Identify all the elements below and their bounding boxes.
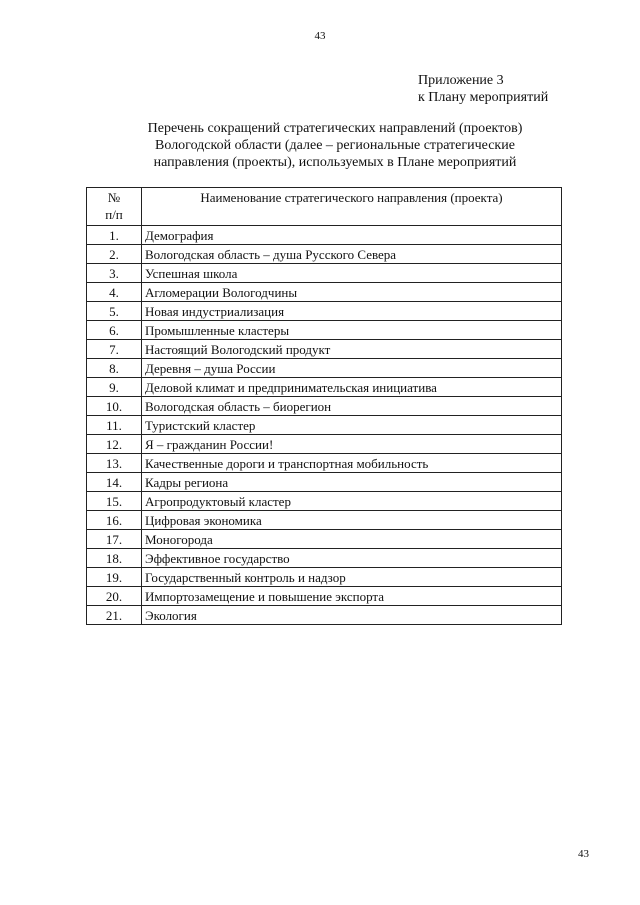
row-number-cell: 17. — [87, 530, 142, 549]
row-name-cell: Моногорода — [142, 530, 562, 549]
row-number-cell: 1. — [87, 226, 142, 245]
row-name-cell: Государственный контроль и надзор — [142, 568, 562, 587]
table-row — [87, 397, 562, 416]
appendix-line-1: Приложение 3 — [418, 73, 504, 88]
row-number-cell: 10. — [87, 397, 142, 416]
row-name-cell: Экология — [142, 606, 562, 625]
row-name-cell: Туристский кластер — [142, 416, 562, 435]
row-name-cell: Демография — [142, 226, 562, 245]
document-title — [100, 120, 570, 171]
row-name-cell: Цифровая экономика — [142, 511, 562, 530]
row-number-cell: 8. — [87, 359, 142, 378]
table-row — [87, 492, 562, 511]
row-name-cell: Успешная школа — [142, 264, 562, 283]
row-number-cell: 9. — [87, 378, 142, 397]
table-row — [87, 340, 562, 359]
table-row — [87, 302, 562, 321]
page-number-bottom: 43 — [578, 848, 589, 860]
title-line-2: Вологодской области (далее – региональные стратегические — [155, 138, 515, 153]
row-name-cell: Деловой климат и предпринимательская инициатива — [142, 378, 562, 397]
row-name-cell: Качественные дороги и транспортная мобильность — [142, 454, 562, 473]
table-row — [87, 226, 562, 245]
row-name-cell: Эффективное государство — [142, 549, 562, 568]
row-number-cell: 12. — [87, 435, 142, 454]
header-name-cell: Наименование стратегического направления (проекта) — [142, 188, 562, 226]
row-name-cell: Агропродуктовый кластер — [142, 492, 562, 511]
row-number-cell: 20. — [87, 587, 142, 606]
row-number-cell: 14. — [87, 473, 142, 492]
table-body — [87, 226, 562, 625]
table-row — [87, 568, 562, 587]
row-number-cell: 13. — [87, 454, 142, 473]
strategic-directions-table — [86, 187, 562, 625]
table-row — [87, 473, 562, 492]
table-row — [87, 321, 562, 340]
table-row — [87, 511, 562, 530]
row-number-cell: 4. — [87, 283, 142, 302]
table-row — [87, 264, 562, 283]
row-number-cell: 7. — [87, 340, 142, 359]
header-number-symbol: № — [107, 190, 121, 205]
row-name-cell: Вологодская область – душа Русского Севера — [142, 245, 562, 264]
row-name-cell: Импортозамещение и повышение экспорта — [142, 587, 562, 606]
row-number-cell: 6. — [87, 321, 142, 340]
row-name-cell: Промышленные кластеры — [142, 321, 562, 340]
row-name-cell: Кадры региона — [142, 473, 562, 492]
appendix-line-2: к Плану мероприятий — [418, 90, 549, 105]
table-row — [87, 606, 562, 625]
table-header-row — [87, 188, 562, 226]
row-number-cell: 18. — [87, 549, 142, 568]
table-row — [87, 454, 562, 473]
row-number-cell: 5. — [87, 302, 142, 321]
row-name-cell: Агломерации Вологодчины — [142, 283, 562, 302]
header-number-abbr: п/п — [105, 207, 123, 222]
table-row — [87, 530, 562, 549]
table-row — [87, 245, 562, 264]
header-number-cell — [87, 188, 142, 226]
row-number-cell: 3. — [87, 264, 142, 283]
title-line-3: направления (проекты), используемых в Плане мероприятий — [153, 155, 517, 170]
appendix-reference — [418, 72, 548, 106]
row-number-cell: 11. — [87, 416, 142, 435]
table-row — [87, 435, 562, 454]
row-number-cell: 15. — [87, 492, 142, 511]
row-number-cell: 19. — [87, 568, 142, 587]
row-number-cell: 21. — [87, 606, 142, 625]
row-number-cell: 2. — [87, 245, 142, 264]
row-name-cell: Новая индустриализация — [142, 302, 562, 321]
table-row — [87, 416, 562, 435]
page-number-top: 43 — [314, 30, 326, 42]
table-row — [87, 587, 562, 606]
table-row — [87, 549, 562, 568]
row-name-cell: Вологодская область – биорегион — [142, 397, 562, 416]
row-name-cell: Деревня – душа России — [142, 359, 562, 378]
row-number-cell: 16. — [87, 511, 142, 530]
table-row — [87, 378, 562, 397]
row-name-cell: Я – гражданин России! — [142, 435, 562, 454]
title-line-1: Перечень сокращений стратегических направлений (проектов) — [147, 121, 523, 136]
row-name-cell: Настоящий Вологодский продукт — [142, 340, 562, 359]
table-row — [87, 283, 562, 302]
table-row — [87, 359, 562, 378]
